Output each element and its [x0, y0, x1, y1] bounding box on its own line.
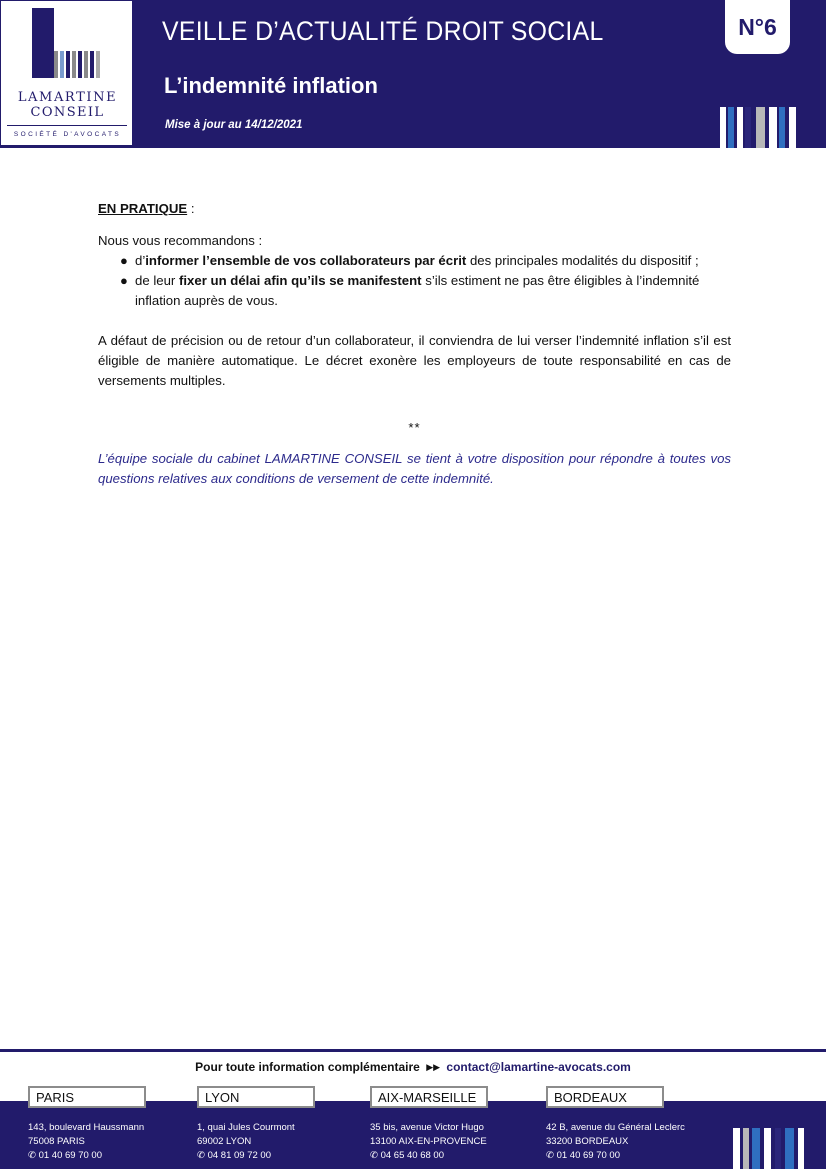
list-item-prefix: de leur: [135, 273, 179, 288]
bullet-icon: ●: [120, 253, 128, 268]
office-postal: 75008 PARIS: [28, 1136, 85, 1147]
list-item-text: des principales modalités du dispositif ;: [466, 253, 699, 268]
contact-email-link[interactable]: contact@lamartine-avocats.com: [446, 1060, 631, 1074]
office-phone: ✆ 04 81 09 72 00: [197, 1150, 271, 1161]
office-city-label: BORDEAUX: [546, 1086, 664, 1108]
logo-divider: [7, 125, 127, 126]
logo-name-line2: CONSEIL: [30, 105, 105, 120]
recommendation-list: [98, 251, 731, 311]
company-logo: [0, 0, 133, 146]
closing-note: L’équipe sociale du cabinet LAMARTINE CONSEIL se tient à votre disposition pour répondre à toutes vos questions relatives aux conditions de versement de cette indemnité.: [98, 451, 731, 486]
office-street: 143, boulevard Haussmann: [28, 1122, 145, 1133]
decorative-bars-icon: [720, 107, 800, 148]
office-phone: ✆ 01 40 69 70 00: [546, 1150, 620, 1161]
article-title: L’indemnité inflation: [164, 73, 378, 98]
double-arrow-icon: ▶▶: [426, 1062, 441, 1072]
update-date: Mise à jour au 14/12/2021: [165, 119, 303, 131]
office-aix-marseille: [370, 1086, 488, 1163]
office-street: 42 B, avenue du Général Leclerc: [546, 1122, 685, 1133]
issue-number-badge: N°6: [725, 0, 790, 54]
office-street: 1, quai Jules Courmont: [197, 1122, 295, 1133]
section-heading: [98, 199, 731, 219]
office-phone: ✆ 04 65 40 68 00: [370, 1150, 444, 1161]
office-address: [28, 1121, 146, 1163]
list-item-text: s’ils estiment ne pas être éligibles à l’indemnité inflation auprès de vous.: [135, 273, 700, 308]
newsletter-title: VEILLE D’ACTUALITÉ DROIT SOCIAL: [162, 16, 604, 46]
footer-decorative-bars-icon: [733, 1128, 813, 1169]
office-address: [197, 1121, 315, 1163]
footer-divider: [0, 1049, 826, 1052]
footer-contact-line: [0, 1060, 826, 1074]
office-postal: 33200 BORDEAUX: [546, 1136, 629, 1147]
section-label: EN PRATIQUE: [98, 201, 188, 216]
office-street: 35 bis, avenue Victor Hugo: [370, 1122, 484, 1133]
contact-label: Pour toute information complémentaire: [195, 1060, 420, 1074]
logo-mark-icon: [32, 8, 104, 78]
bullet-icon: ●: [120, 273, 128, 288]
office-city-label: AIX-MARSEILLE: [370, 1086, 488, 1108]
list-item-emphasis: informer l’ensemble de vos collaborateurs par écrit: [145, 253, 467, 268]
office-postal: 13100 AIX-EN-PROVENCE: [370, 1136, 487, 1147]
office-postal: 69002 LYON: [197, 1136, 252, 1147]
separator: **: [408, 420, 421, 435]
office-city-label: PARIS: [28, 1086, 146, 1108]
header-banner: [0, 0, 826, 148]
intro-text: Nous vous recommandons :: [98, 233, 263, 248]
section-label-suffix: :: [187, 201, 195, 216]
list-item-emphasis: fixer un délai afin qu’ils se manifestent: [179, 273, 422, 288]
office-city-label: LYON: [197, 1086, 315, 1108]
list-item: [98, 251, 731, 271]
office-address: [546, 1121, 685, 1163]
logo-tagline: SOCIÉTÉ D'AVOCATS: [13, 131, 122, 138]
office-phone: ✆ 01 40 69 70 00: [28, 1150, 102, 1161]
list-item: [98, 271, 731, 311]
office-paris: [28, 1086, 146, 1163]
default-paragraph: A défaut de précision ou de retour d’un collaborateur, il conviendra de lui verser l’indemnité inflation s’il est éligible de manière automatique. Le décret exonère les employeurs de toute responsabilité en cas de versements multiples.: [98, 333, 731, 388]
office-lyon: [197, 1086, 315, 1163]
office-bordeaux: [546, 1086, 685, 1163]
article-body: [98, 199, 731, 489]
list-item-prefix: d’: [135, 253, 146, 268]
office-address: [370, 1121, 488, 1163]
logo-name-line1: LAMARTINE: [17, 90, 118, 105]
